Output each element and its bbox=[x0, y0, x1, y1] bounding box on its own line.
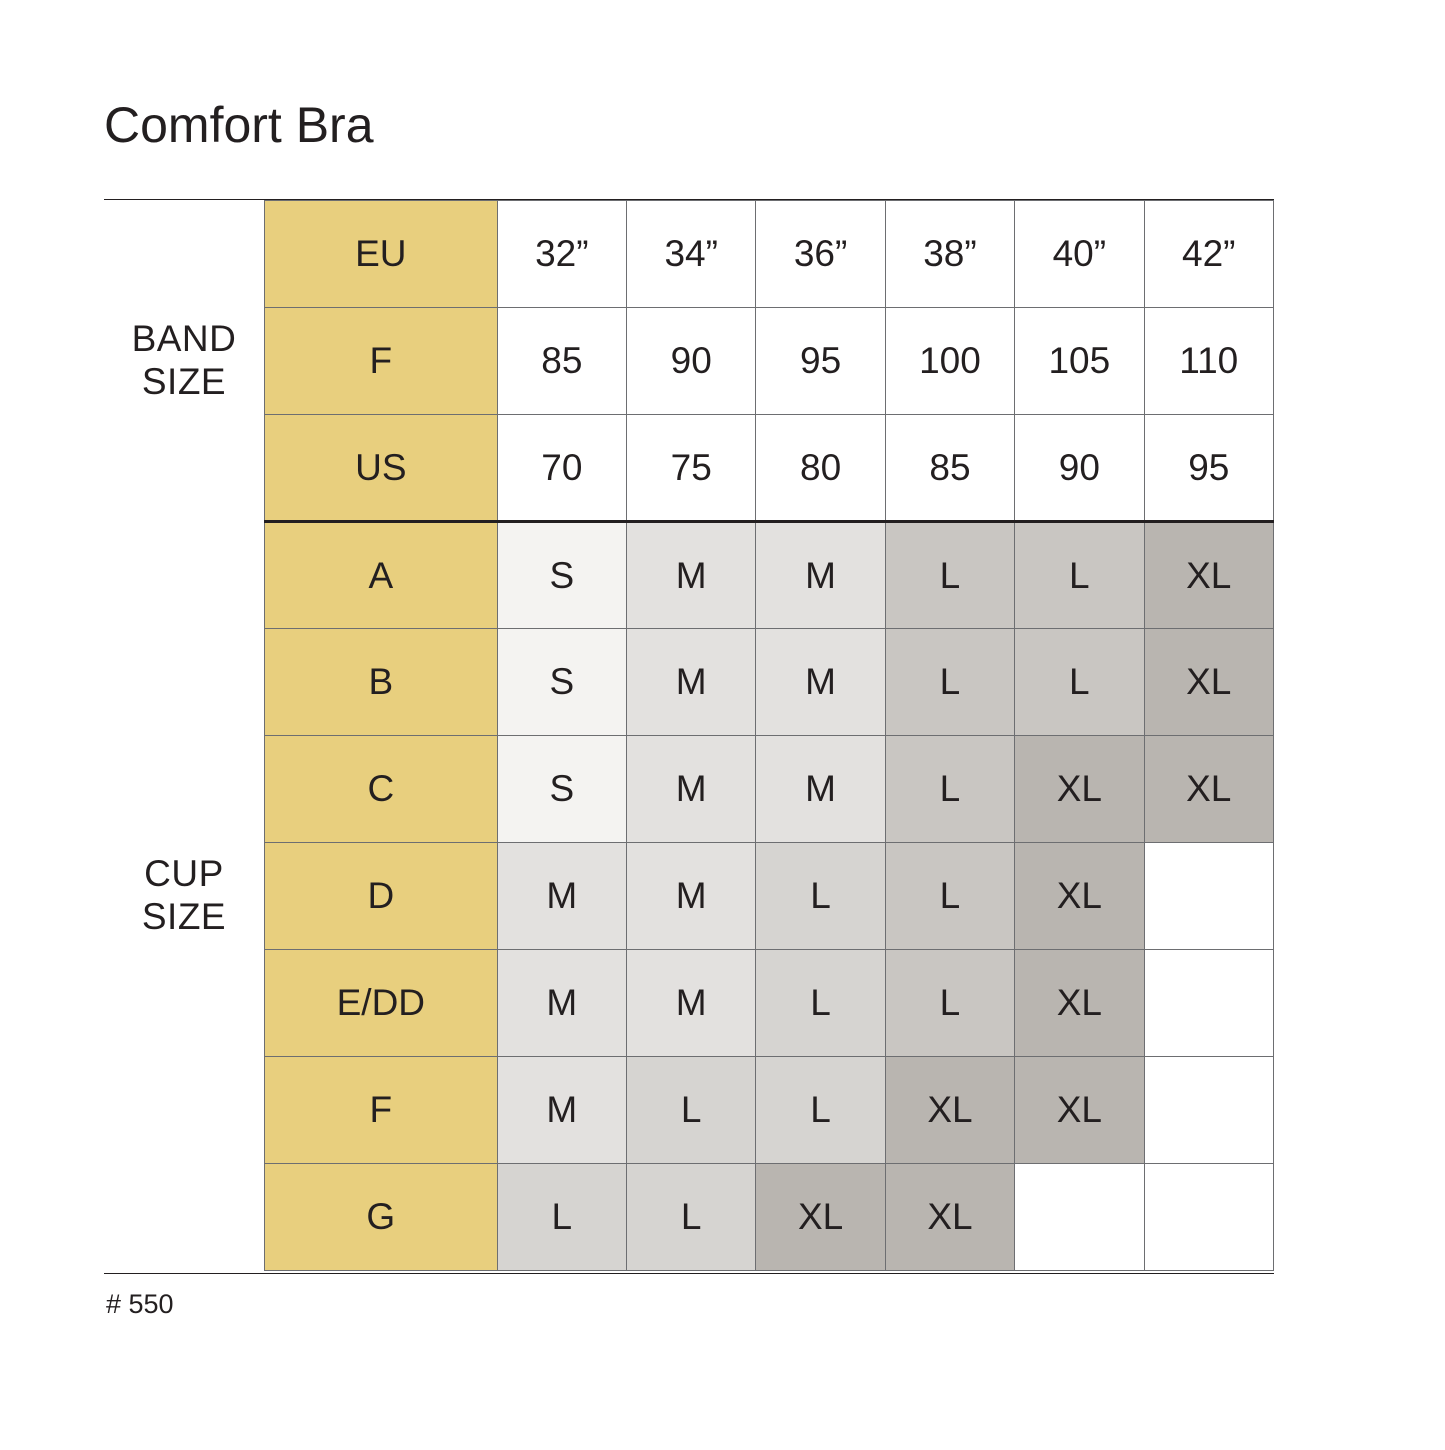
cell-d-42 bbox=[1144, 843, 1273, 950]
cell-f-34: L bbox=[627, 1057, 756, 1164]
row-label-cup-b: B bbox=[264, 629, 497, 736]
row-label-cup-a: A bbox=[264, 522, 497, 629]
cell-fband-32: 85 bbox=[497, 308, 626, 415]
cell-edd-34: M bbox=[627, 950, 756, 1057]
cell-edd-38: L bbox=[885, 950, 1014, 1057]
cell-eu-40: 40” bbox=[1015, 201, 1144, 308]
cell-d-36: L bbox=[756, 843, 885, 950]
cell-g-34: L bbox=[627, 1164, 756, 1271]
group-label-band-size: BAND SIZE bbox=[104, 201, 264, 522]
cell-b-32: S bbox=[497, 629, 626, 736]
group-label-cup-size: CUP SIZE bbox=[104, 522, 264, 1271]
cell-b-42: XL bbox=[1144, 629, 1273, 736]
row-label-cup-c: C bbox=[264, 736, 497, 843]
cell-f-38: XL bbox=[885, 1057, 1014, 1164]
cell-a-36: M bbox=[756, 522, 885, 629]
cell-b-40: L bbox=[1015, 629, 1144, 736]
cell-fband-38: 100 bbox=[885, 308, 1014, 415]
cell-fband-34: 90 bbox=[627, 308, 756, 415]
cell-c-32: S bbox=[497, 736, 626, 843]
cell-edd-42 bbox=[1144, 950, 1273, 1057]
page-title: Comfort Bra bbox=[104, 97, 374, 153]
table-row bbox=[104, 522, 1274, 629]
table-row bbox=[104, 308, 1274, 415]
row-label-cup-edd: E/DD bbox=[264, 950, 497, 1057]
style-number: # 550 bbox=[106, 1289, 174, 1319]
cell-a-42: XL bbox=[1144, 522, 1273, 629]
cell-a-32: S bbox=[497, 522, 626, 629]
cell-c-38: L bbox=[885, 736, 1014, 843]
row-label-us: US bbox=[264, 415, 497, 522]
cell-c-34: M bbox=[627, 736, 756, 843]
cell-f-40: XL bbox=[1015, 1057, 1144, 1164]
cell-edd-32: M bbox=[497, 950, 626, 1057]
size-chart-table bbox=[104, 200, 1274, 1271]
cell-d-40: XL bbox=[1015, 843, 1144, 950]
cell-eu-34: 34” bbox=[627, 201, 756, 308]
cell-g-32: L bbox=[497, 1164, 626, 1271]
cell-f-32: M bbox=[497, 1057, 626, 1164]
cell-c-42: XL bbox=[1144, 736, 1273, 843]
cell-fband-40: 105 bbox=[1015, 308, 1144, 415]
cell-eu-38: 38” bbox=[885, 201, 1014, 308]
table-row bbox=[104, 1057, 1274, 1164]
cell-d-32: M bbox=[497, 843, 626, 950]
row-label-eu: EU bbox=[264, 201, 497, 308]
cell-b-34: M bbox=[627, 629, 756, 736]
cell-us-34: 75 bbox=[627, 415, 756, 522]
table-row bbox=[104, 415, 1274, 522]
cell-eu-32: 32” bbox=[497, 201, 626, 308]
cell-eu-42: 42” bbox=[1144, 201, 1273, 308]
row-label-f-band: F bbox=[264, 308, 497, 415]
cell-c-40: XL bbox=[1015, 736, 1144, 843]
table-row bbox=[104, 1164, 1274, 1271]
cell-a-40: L bbox=[1015, 522, 1144, 629]
cell-us-36: 80 bbox=[756, 415, 885, 522]
table-row bbox=[104, 629, 1274, 736]
cell-us-40: 90 bbox=[1015, 415, 1144, 522]
table-row bbox=[104, 201, 1274, 308]
size-chart-table-wrapper bbox=[104, 200, 1274, 1271]
cell-d-38: L bbox=[885, 843, 1014, 950]
cell-fband-36: 95 bbox=[756, 308, 885, 415]
cell-us-42: 95 bbox=[1144, 415, 1273, 522]
cell-b-36: M bbox=[756, 629, 885, 736]
cell-b-38: L bbox=[885, 629, 1014, 736]
cell-f-42 bbox=[1144, 1057, 1273, 1164]
row-label-cup-d: D bbox=[264, 843, 497, 950]
cell-f-36: L bbox=[756, 1057, 885, 1164]
cell-g-36: XL bbox=[756, 1164, 885, 1271]
table-row bbox=[104, 843, 1274, 950]
cell-g-40 bbox=[1015, 1164, 1144, 1271]
cell-g-42 bbox=[1144, 1164, 1273, 1271]
cell-us-32: 70 bbox=[497, 415, 626, 522]
table-row bbox=[104, 736, 1274, 843]
cell-d-34: M bbox=[627, 843, 756, 950]
cell-eu-36: 36” bbox=[756, 201, 885, 308]
cell-us-38: 85 bbox=[885, 415, 1014, 522]
cell-c-36: M bbox=[756, 736, 885, 843]
row-label-cup-g: G bbox=[264, 1164, 497, 1271]
cell-edd-40: XL bbox=[1015, 950, 1144, 1057]
cell-a-34: M bbox=[627, 522, 756, 629]
cell-a-38: L bbox=[885, 522, 1014, 629]
cell-fband-42: 110 bbox=[1144, 308, 1273, 415]
table-row bbox=[104, 950, 1274, 1057]
table-bottom-rule bbox=[104, 1273, 1274, 1274]
row-label-cup-f: F bbox=[264, 1057, 497, 1164]
cell-edd-36: L bbox=[756, 950, 885, 1057]
cell-g-38: XL bbox=[885, 1164, 1014, 1271]
